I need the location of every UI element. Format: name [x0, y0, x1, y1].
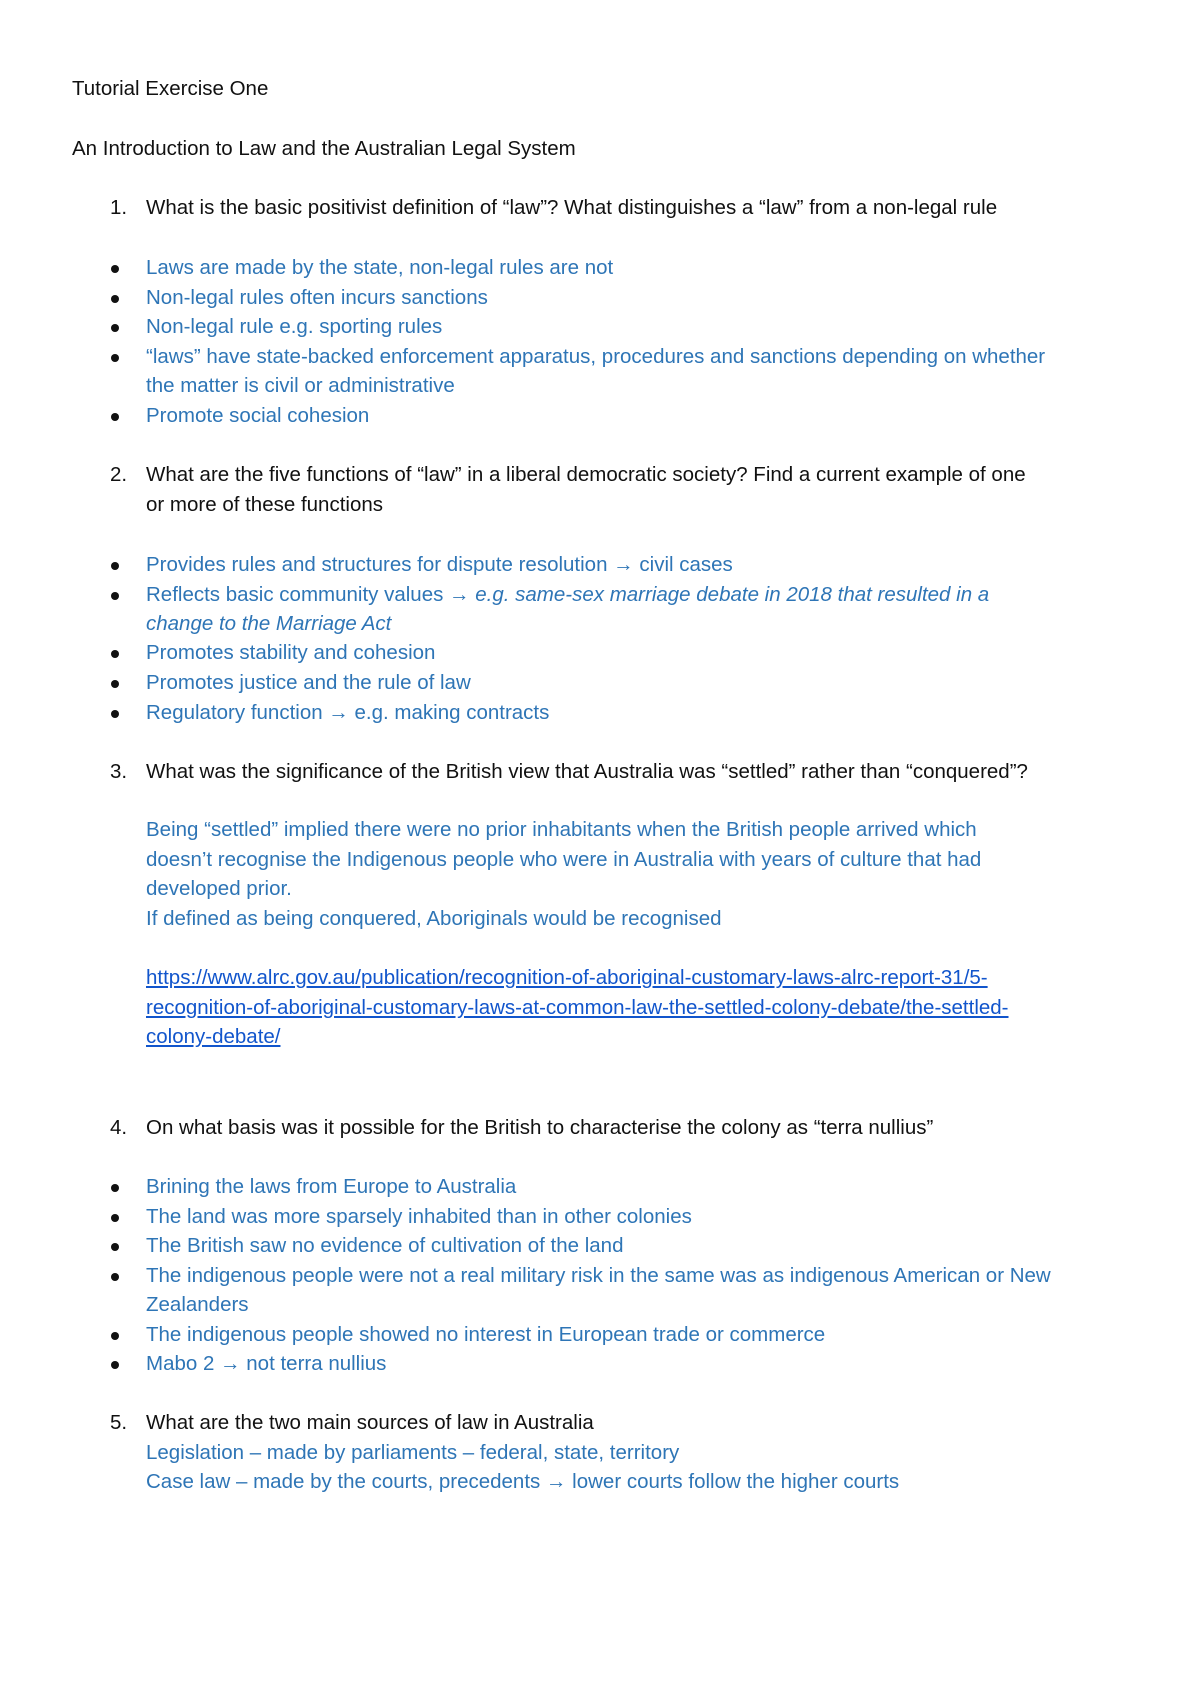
bullet-icon: [111, 354, 119, 362]
bullet-icon: [111, 592, 119, 600]
arrow-icon: →: [220, 1352, 241, 1375]
reference-link[interactable]: recognition-of-aboriginal-customary-laws-at-common-law-the-settled-colony-debate/the-settled-: [146, 996, 1009, 1019]
answer-paragraph-line: developed prior.: [146, 877, 292, 900]
question-number: 2.: [110, 463, 128, 486]
arrow-icon: →: [613, 553, 634, 576]
bullet-icon: [111, 324, 119, 332]
bullet-icon: [111, 1214, 119, 1222]
answer-item: The indigenous people were not a real military risk in the same was as indigenous American or New: [146, 1264, 1051, 1287]
answer-paragraph-line: Being “settled” implied there were no prior inhabitants when the British people arrived which: [146, 818, 977, 841]
answer-paragraph-line: If defined as being conquered, Aboriginals would be recognised: [146, 907, 722, 930]
answer-item: Promotes stability and cohesion: [146, 641, 436, 664]
document-subtitle: An Introduction to Law and the Australian Legal System: [72, 137, 576, 160]
bullet-icon: [111, 1243, 119, 1251]
reference-link[interactable]: https://www.alrc.gov.au/publication/recognition-of-aboriginal-customary-laws-alrc-report-31/5-: [146, 966, 988, 989]
answer-item: Reflects basic community values → e.g. same-sex marriage debate in 2018 that resulted in a: [146, 583, 990, 606]
answer-item: Provides rules and structures for dispute resolution → civil cases: [146, 553, 733, 576]
bullet-icon: [111, 295, 119, 303]
answer-item-continued: change to the Marriage Act: [146, 612, 392, 635]
bullet-icon: [111, 710, 119, 718]
answer-item-continued: Zealanders: [146, 1293, 249, 1316]
answer-item: Promote social cohesion: [146, 404, 370, 427]
bullet-icon: [111, 1332, 119, 1340]
answer-item: Case law – made by the courts, precedents → lower courts follow the higher courts: [146, 1470, 900, 1493]
question-1-text: What is the basic positivist definition of “law”? What distinguishes a “law” from a non-legal rule: [146, 196, 998, 219]
answer-item: Regulatory function → e.g. making contracts: [146, 701, 550, 724]
bullet-icon: [111, 1184, 119, 1192]
bullet-icon: [111, 650, 119, 658]
question-2-text-continued: or more of these functions: [146, 493, 384, 516]
arrow-icon: →: [545, 1470, 567, 1493]
question-number: 1.: [110, 196, 128, 219]
answer-item: “laws” have state-backed enforcement apparatus, procedures and sanctions depending on whether: [146, 345, 1046, 368]
answer-item: Non-legal rules often incurs sanctions: [146, 286, 488, 309]
answer-item: Legislation – made by parliaments – federal, state, territory: [146, 1441, 680, 1464]
answer-item-continued: the matter is civil or administrative: [146, 374, 455, 397]
answer-item: The British saw no evidence of cultivation of the land: [146, 1234, 624, 1257]
arrow-icon: →: [449, 583, 470, 606]
answer-item: The land was more sparsely inhabited than in other colonies: [146, 1205, 692, 1228]
question-number: 4.: [110, 1116, 128, 1139]
question-number: 5.: [110, 1411, 128, 1434]
reference-link[interactable]: colony-debate/: [146, 1025, 281, 1048]
bullet-icon: [111, 413, 119, 421]
question-5-text: What are the two main sources of law in Australia: [146, 1411, 594, 1434]
arrow-icon: →: [328, 701, 349, 724]
question-4-text: On what basis was it possible for the British to characterise the colony as “terra nullius”: [146, 1116, 934, 1139]
bullet-icon: [111, 680, 119, 688]
answer-item: Mabo 2 → not terra nullius: [146, 1352, 387, 1375]
bullet-icon: [111, 1273, 119, 1281]
question-2-text: What are the five functions of “law” in a liberal democratic society? Find a current example of one: [146, 463, 1026, 486]
answer-paragraph-line: doesn’t recognise the Indigenous people who were in Australia with years of culture that had: [146, 848, 982, 871]
question-number: 3.: [110, 760, 128, 783]
question-3-text: What was the significance of the British view that Australia was “settled” rather than “conquered”?: [146, 760, 1028, 783]
answer-item: Promotes justice and the rule of law: [146, 671, 471, 694]
bullet-icon: [111, 562, 119, 570]
document-title: Tutorial Exercise One: [72, 77, 269, 100]
answer-item: Laws are made by the state, non-legal rules are not: [146, 256, 614, 279]
bullet-icon: [111, 1361, 119, 1369]
answer-item: The indigenous people showed no interest in European trade or commerce: [146, 1323, 826, 1346]
answer-item: Non-legal rule e.g. sporting rules: [146, 315, 443, 338]
answer-item: Brining the laws from Europe to Australia: [146, 1175, 517, 1198]
bullet-icon: [111, 265, 119, 273]
